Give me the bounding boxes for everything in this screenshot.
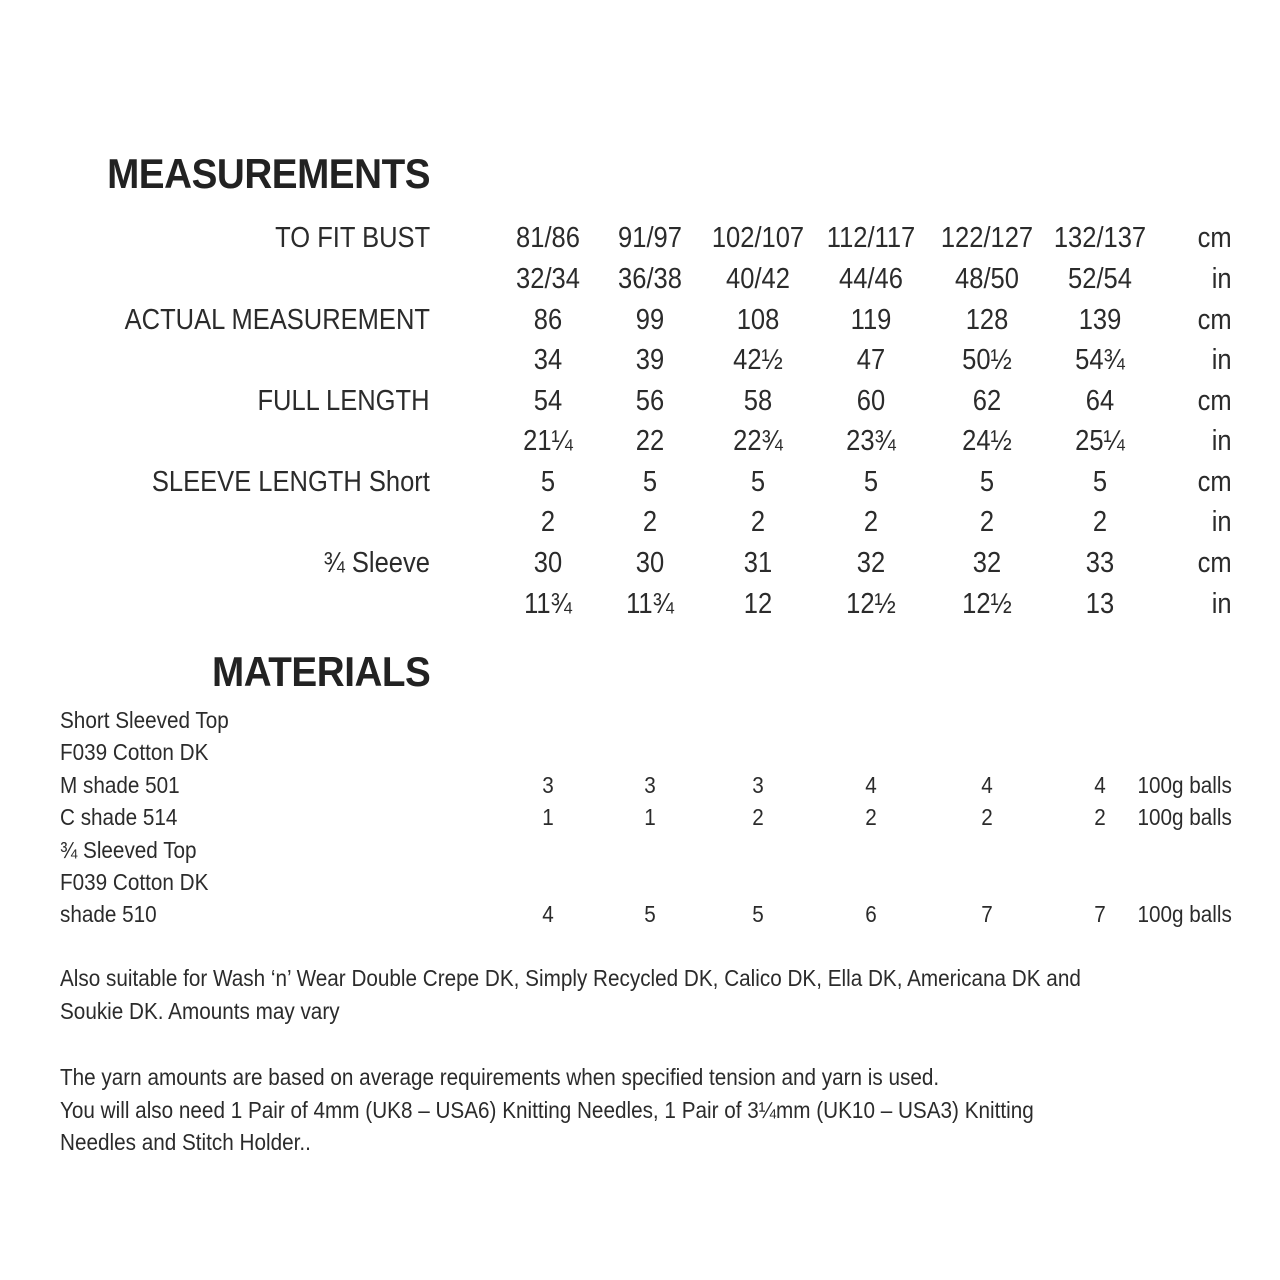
- cell: 31: [743, 547, 773, 579]
- cell: 44/46: [839, 263, 903, 295]
- row-label: F039 Cotton DK: [60, 739, 209, 765]
- cell: 86: [533, 304, 563, 336]
- cell: 2: [863, 506, 879, 538]
- cell: 32: [972, 547, 1002, 579]
- cell: 5: [1092, 466, 1108, 498]
- measurement-row: [0, 502, 1280, 542]
- material-row: [0, 801, 1280, 833]
- cell: 64: [1085, 385, 1115, 417]
- material-row: [0, 736, 1280, 768]
- row-label: M shade 501: [60, 772, 180, 798]
- unit: in: [1212, 588, 1232, 620]
- cell: 2: [979, 506, 995, 538]
- cell: 13: [1085, 588, 1115, 620]
- materials-heading: MATERIALS: [211, 648, 430, 695]
- material-row: [0, 866, 1280, 898]
- cell: 122/127: [940, 222, 1034, 254]
- cell: 7: [981, 901, 993, 927]
- measurement-row: [0, 340, 1280, 380]
- cell: 5: [644, 901, 656, 927]
- cell: 91/97: [618, 222, 682, 254]
- cell: 5: [752, 901, 764, 927]
- cell: 30: [533, 547, 563, 579]
- requirements-note: [60, 1061, 1230, 1159]
- cell: 2: [752, 804, 764, 830]
- row-label: FULL LENGTH: [257, 385, 430, 417]
- row-label: TO FIT BUST: [274, 222, 430, 254]
- row-label: ACTUAL MEASUREMENT: [124, 304, 430, 336]
- note-line: You will also need 1 Pair of 4mm (UK8 – USA6) Knitting Needles, 1 Pair of 3¼mm (UK10 – USA3) Knitting: [60, 1096, 1034, 1123]
- cell: 4: [981, 772, 993, 798]
- note-line: The yarn amounts are based on average requirements when specified tension and yarn is used.: [60, 1064, 940, 1090]
- row-label: SLEEVE LENGTH Short: [152, 466, 430, 498]
- unit: cm: [1197, 466, 1232, 498]
- material-row: [0, 769, 1280, 801]
- cell: 5: [863, 466, 879, 498]
- cell: 81/86: [516, 222, 580, 254]
- cell: 112/117: [826, 222, 916, 254]
- cell: 3: [542, 772, 554, 798]
- cell: 5: [750, 466, 766, 498]
- measurement-row: [0, 421, 1280, 461]
- unit: 100g balls: [1137, 901, 1232, 927]
- cell: 22¾: [733, 425, 783, 457]
- cell: 5: [540, 466, 556, 498]
- cell: 58: [743, 385, 773, 417]
- cell: 32: [856, 547, 886, 579]
- cell: 56: [635, 385, 665, 417]
- cell: 25¼: [1075, 425, 1125, 457]
- cell: 139: [1078, 304, 1122, 336]
- cell: 5: [642, 466, 658, 498]
- unit: in: [1212, 506, 1232, 538]
- measurement-row: [0, 462, 1280, 502]
- unit: 100g balls: [1137, 804, 1232, 830]
- cell: 2: [540, 506, 556, 538]
- note-line: Needles and Stitch Holder..: [60, 1129, 311, 1155]
- cell: 36/38: [618, 263, 682, 295]
- cell: 60: [856, 385, 886, 417]
- yarn-alternatives-note: [60, 962, 1230, 1027]
- cell: 62: [972, 385, 1002, 417]
- cell: 4: [865, 772, 877, 798]
- measurement-row: [0, 543, 1280, 583]
- cell: 42½: [733, 344, 783, 376]
- note-line: Soukie DK. Amounts may vary: [60, 997, 340, 1024]
- cell: 2: [1092, 506, 1108, 538]
- cell: 4: [542, 901, 554, 927]
- cell: 2: [750, 506, 766, 538]
- unit: cm: [1197, 304, 1232, 336]
- cell: 1: [644, 804, 656, 830]
- cell: 47: [856, 344, 886, 376]
- cell: 54¾: [1075, 344, 1125, 376]
- cell: 99: [635, 304, 665, 336]
- measurement-row: [0, 584, 1280, 624]
- cell: 128: [965, 304, 1009, 336]
- material-row: [0, 704, 1280, 736]
- cell: 12½: [962, 588, 1012, 620]
- cell: 34: [533, 344, 563, 376]
- cell: 2: [865, 804, 877, 830]
- cell: 11¾: [524, 588, 572, 620]
- cell: 12½: [846, 588, 896, 620]
- cell: 5: [979, 466, 995, 498]
- cell: 24½: [962, 425, 1012, 457]
- cell: 21¼: [523, 425, 573, 457]
- cell: 102/107: [711, 222, 805, 254]
- cell: 30: [635, 547, 665, 579]
- row-label: F039 Cotton DK: [60, 869, 209, 895]
- unit: in: [1212, 263, 1232, 295]
- cell: 2: [981, 804, 993, 830]
- cell: 6: [865, 901, 877, 927]
- cell: 2: [1094, 804, 1106, 830]
- cell: 7: [1094, 901, 1106, 927]
- measurements-heading: MEASUREMENTS: [107, 150, 430, 197]
- row-label: ¾ Sleeved Top: [60, 837, 197, 863]
- cell: 132/137: [1053, 222, 1147, 254]
- cell: 39: [635, 344, 665, 376]
- cell: 23¾: [846, 425, 896, 457]
- cell: 1: [542, 804, 554, 830]
- cell: 40/42: [726, 263, 790, 295]
- cell: 11¾: [626, 588, 674, 620]
- row-label: ¾ Sleeve: [323, 547, 430, 579]
- note-line: Also suitable for Wash ‘n’ Wear Double Crepe DK, Simply Recycled DK, Calico DK, Ella DK, Americana DK and: [60, 965, 1081, 991]
- material-row: [0, 834, 1280, 866]
- cell: 108: [736, 304, 780, 336]
- cell: 32/34: [516, 263, 580, 295]
- measurement-row: [0, 259, 1280, 299]
- unit: in: [1212, 425, 1232, 457]
- measurement-row: [0, 218, 1280, 258]
- cell: 119: [850, 304, 892, 336]
- cell: 22: [635, 425, 665, 457]
- unit: in: [1212, 344, 1232, 376]
- unit: cm: [1197, 547, 1232, 579]
- unit: cm: [1197, 385, 1232, 417]
- cell: 4: [1094, 772, 1106, 798]
- cell: 54: [533, 385, 563, 417]
- cell: 2: [642, 506, 658, 538]
- cell: 12: [743, 588, 773, 620]
- cell: 3: [752, 772, 764, 798]
- row-label: shade 510: [60, 901, 157, 927]
- cell: 50½: [962, 344, 1012, 376]
- cell: 3: [644, 772, 656, 798]
- unit: 100g balls: [1137, 772, 1232, 798]
- measurement-row: [0, 381, 1280, 421]
- row-label: C shade 514: [60, 804, 178, 830]
- cell: 48/50: [955, 263, 1019, 295]
- row-label: Short Sleeved Top: [60, 707, 229, 733]
- measurement-row: [0, 300, 1280, 340]
- unit: cm: [1197, 222, 1232, 254]
- cell: 33: [1085, 547, 1115, 579]
- cell: 52/54: [1068, 263, 1132, 295]
- material-row: [0, 898, 1280, 930]
